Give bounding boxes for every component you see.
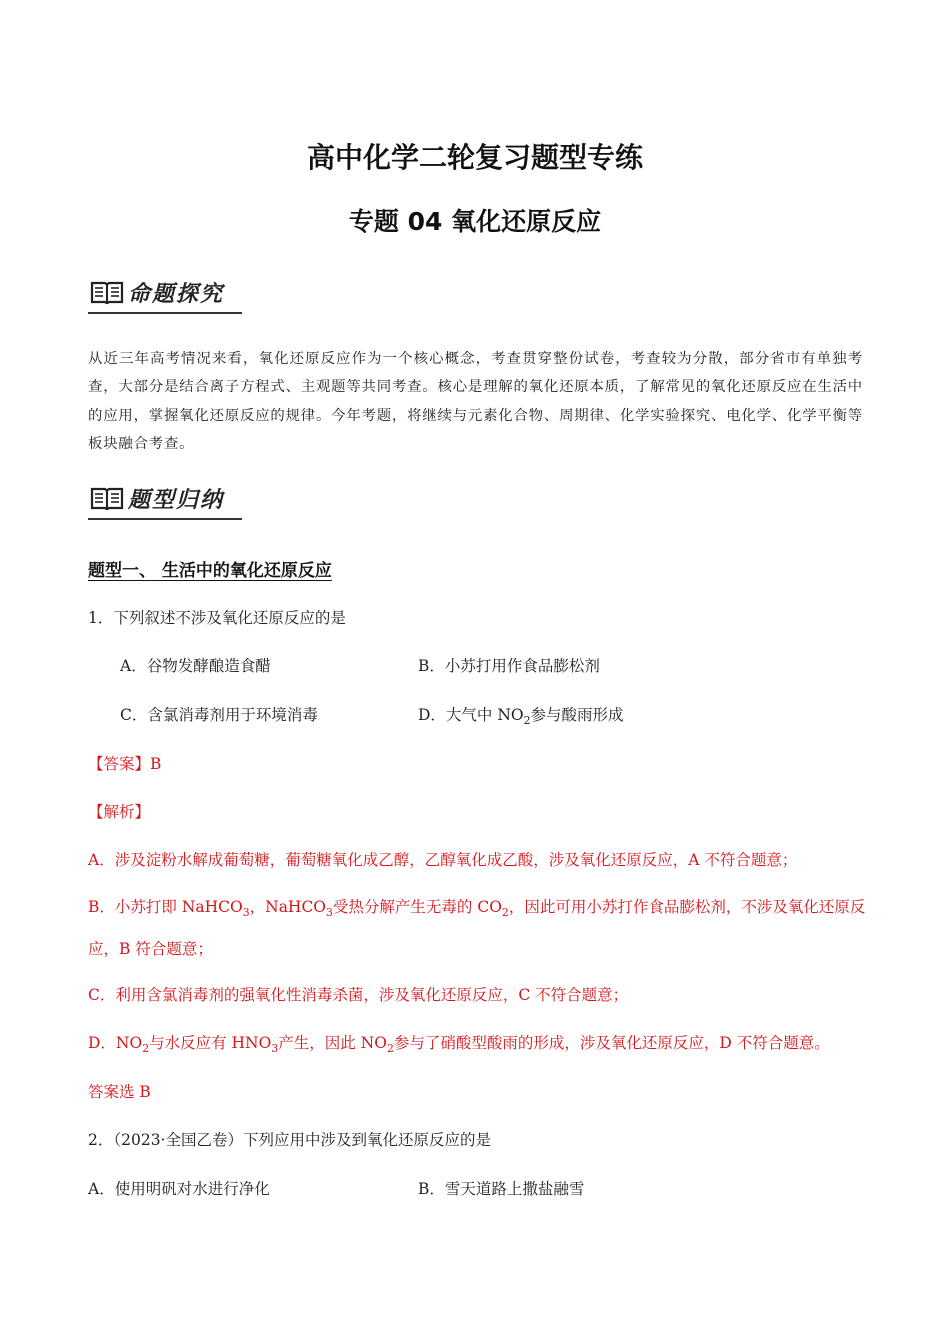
section-heading-explore (88, 276, 242, 314)
page-subtitle: 专题 04 氧化还原反应 (348, 207, 602, 236)
q1-option-d: D．大气中 $NO_2$参与酸雨形成 (418, 706, 624, 728)
analysis-a: A．涉及淀粉水解成葡萄糖，葡萄糖氧化成乙醇，乙醇氧化成乙酸，涉及氧化还原反应，A 不符合题意； (88, 851, 798, 869)
q1-option-c: C．含氯消毒剂用于环境消毒 (120, 706, 318, 724)
final-answer: 答案选 B (88, 1083, 151, 1101)
analysis-b: B．小苏打即 NaHCO$_3$，NaHCO$_3$受热分解产生无毒的 $CO_2$，因此可用小苏打作食品膨松剂，不涉及氧化还原反应，B 符合题意； (88, 898, 866, 959)
book-icon (90, 486, 124, 512)
q1-option-a: A．谷物发酵酿造食醋 (120, 657, 271, 675)
q2-option-b: B．雪天道路上撒盐融雪 (418, 1180, 585, 1198)
analysis-label: 【解析】 (88, 803, 151, 821)
q1-option-b: B．小苏打用作食品膨松剂 (418, 657, 600, 675)
question-1-stem: 1．下列叙述不涉及氧化还原反应的是 (88, 609, 346, 627)
section-label: 命题探究 (128, 282, 225, 307)
intro-paragraph: 从近三年高考情况来看，氧化还原反应作为一个核心概念，考查贯穿整份试卷，考查较为分散，部分省市有单独考查，大部分是结合离子方程式、主观题等共同考查。核心是理解的氧化还原本质，了解常见的氧化还原反应在生活中的应用，掌握氧化还原反应的规律。今年考题，将继续与元素化合物、周期律、化学实验探究、电化学、化学平衡等板块融合考查。 (88, 351, 863, 452)
question-type-heading: 题型一、 生活中的氧化还原反应 (88, 561, 332, 581)
book-icon (90, 280, 124, 306)
answer-label: 【答案】B (88, 755, 162, 773)
page-title: 高中化学二轮复习题型专练 (306, 141, 643, 174)
section-heading-summary (88, 482, 242, 520)
section-label: 题型归纳 (128, 488, 225, 513)
q2-option-a: A．使用明矾对水进行净化 (88, 1180, 270, 1198)
question-2-stem: 2．（2023·全国乙卷）下列应用中涉及到氧化还原反应的是 (88, 1131, 491, 1149)
analysis-c: C．利用含氯消毒剂的强氧化性消毒杀菌，涉及氧化还原反应，C 不符合题意； (88, 986, 629, 1004)
analysis-d: D．$NO_2$与水反应有 $HNO_3$产生，因此 $NO_2$参与了硝酸型酸雨的形成，涉及氧化还原反应，D 不符合题意。 (88, 1034, 830, 1056)
